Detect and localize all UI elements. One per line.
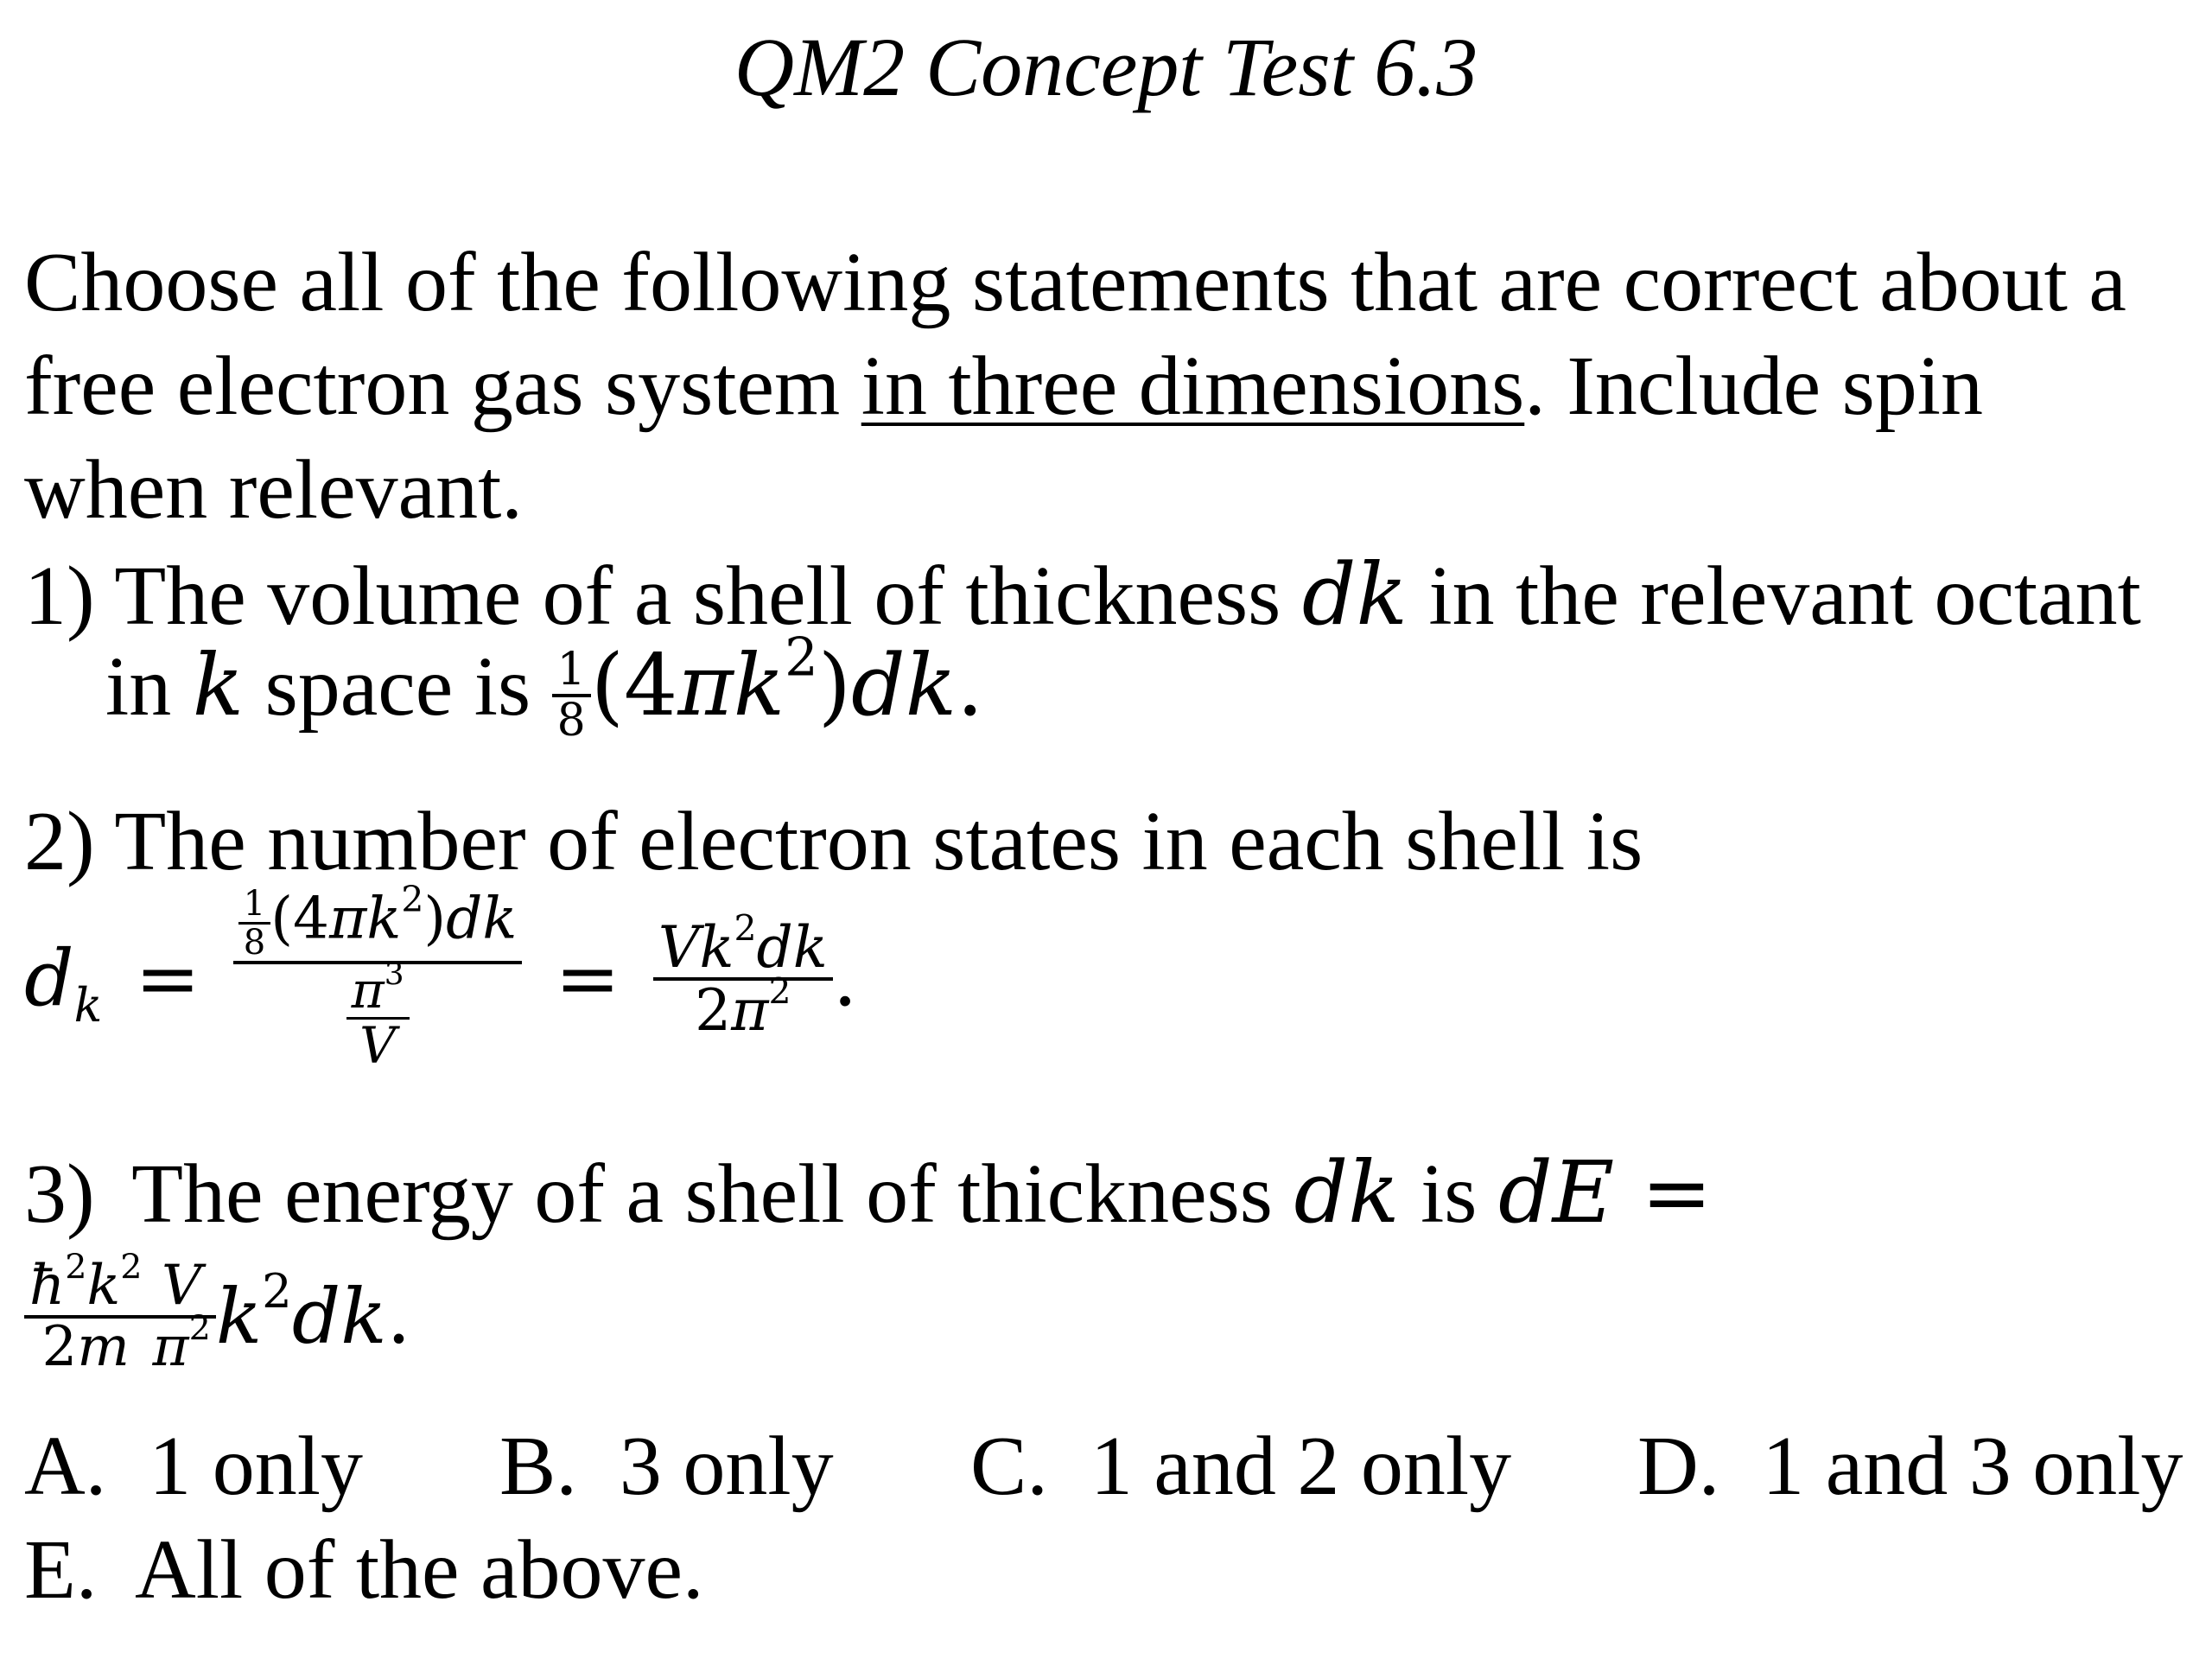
option-letter: B. <box>499 1420 577 1513</box>
statement-3-line-1: 3) The energy of a shell of thickness dk is dE = <box>24 1144 1713 1243</box>
option-e <box>24 1523 704 1617</box>
math-variable: dk <box>1301 546 1408 645</box>
statement-2-line-1 <box>24 795 1643 888</box>
option-text: 1 only <box>149 1420 364 1513</box>
math-fraction: $\frac{1}{8}$ $(4\pi k^2)dk$ $\frac{\pi^3}{V}$ <box>233 886 523 1072</box>
option-text: All of the above. <box>134 1523 704 1617</box>
intro-text: free electron gas system <box>24 340 861 433</box>
statement-2-equation: $d_k$ = $\frac{1}{8}$ $(4\pi k^2)dk$ $\frac{\pi^3}{V}$ = $\frac{Vk^2dk}{2\pi^2}$ . <box>24 878 858 1075</box>
statement-number: 1) <box>24 550 95 643</box>
option-text: 3 only <box>619 1420 834 1513</box>
option-letter: C. <box>970 1420 1048 1513</box>
statement-number: 3) <box>24 1147 95 1241</box>
math-variable: dk <box>1294 1144 1400 1243</box>
math-fraction: $\frac{Vk^2dk}{2\pi^2}$ <box>653 918 833 1041</box>
statement-text: in <box>105 640 193 734</box>
option-text: 1 and 3 only <box>1762 1420 2183 1513</box>
statement-1-line-1 <box>24 546 2141 645</box>
statement-number: 2) <box>24 795 95 888</box>
option-a <box>24 1420 364 1513</box>
option-d <box>1637 1420 2183 1513</box>
intro-text-end: . Include spin <box>1524 340 1983 433</box>
option-letter: E. <box>24 1523 98 1617</box>
statement-text: space is <box>244 640 552 734</box>
intro-line-1: Choose all of the following statements that are correct about a <box>24 236 2126 329</box>
statement-text: is <box>1399 1147 1498 1241</box>
math-expression: $(4\pi k^2)dk$. <box>590 627 984 735</box>
math-expression: dE <box>1497 1144 1615 1243</box>
option-c <box>970 1420 1512 1513</box>
option-text: 1 and 2 only <box>1090 1420 1512 1513</box>
statement-text: The volume of a shell of thickness <box>114 550 1302 643</box>
option-letter: D. <box>1637 1420 1720 1513</box>
intro-line-3: when relevant. <box>24 443 523 537</box>
option-letter: A. <box>24 1420 107 1513</box>
statement-3-equation: $\frac{ħ^2k^2}{2m}$ $\frac{V}{\pi^2}$ $k^2dk$. <box>24 1257 411 1376</box>
statement-text: in the relevant octant <box>1407 550 2141 643</box>
statement-text: The energy of a shell of thickness <box>131 1147 1294 1241</box>
page-title: QM2 Concept Test 6.3 <box>734 21 1478 113</box>
intro-line-2 <box>24 340 1983 433</box>
math-fraction: $\frac{1}{8}$ <box>552 646 591 744</box>
option-b <box>499 1420 834 1513</box>
math-fraction: $\frac{V}{\pi^2}$ <box>148 1257 216 1376</box>
math-fraction: $\frac{ħ^2k^2}{2m}$ <box>24 1257 148 1376</box>
statement-text: The number of electron states in each shell is <box>114 795 1643 888</box>
math-variable: k <box>192 637 245 735</box>
underlined-phrase: in three dimensions <box>861 340 1525 433</box>
statement-1-line-2 <box>105 627 984 747</box>
